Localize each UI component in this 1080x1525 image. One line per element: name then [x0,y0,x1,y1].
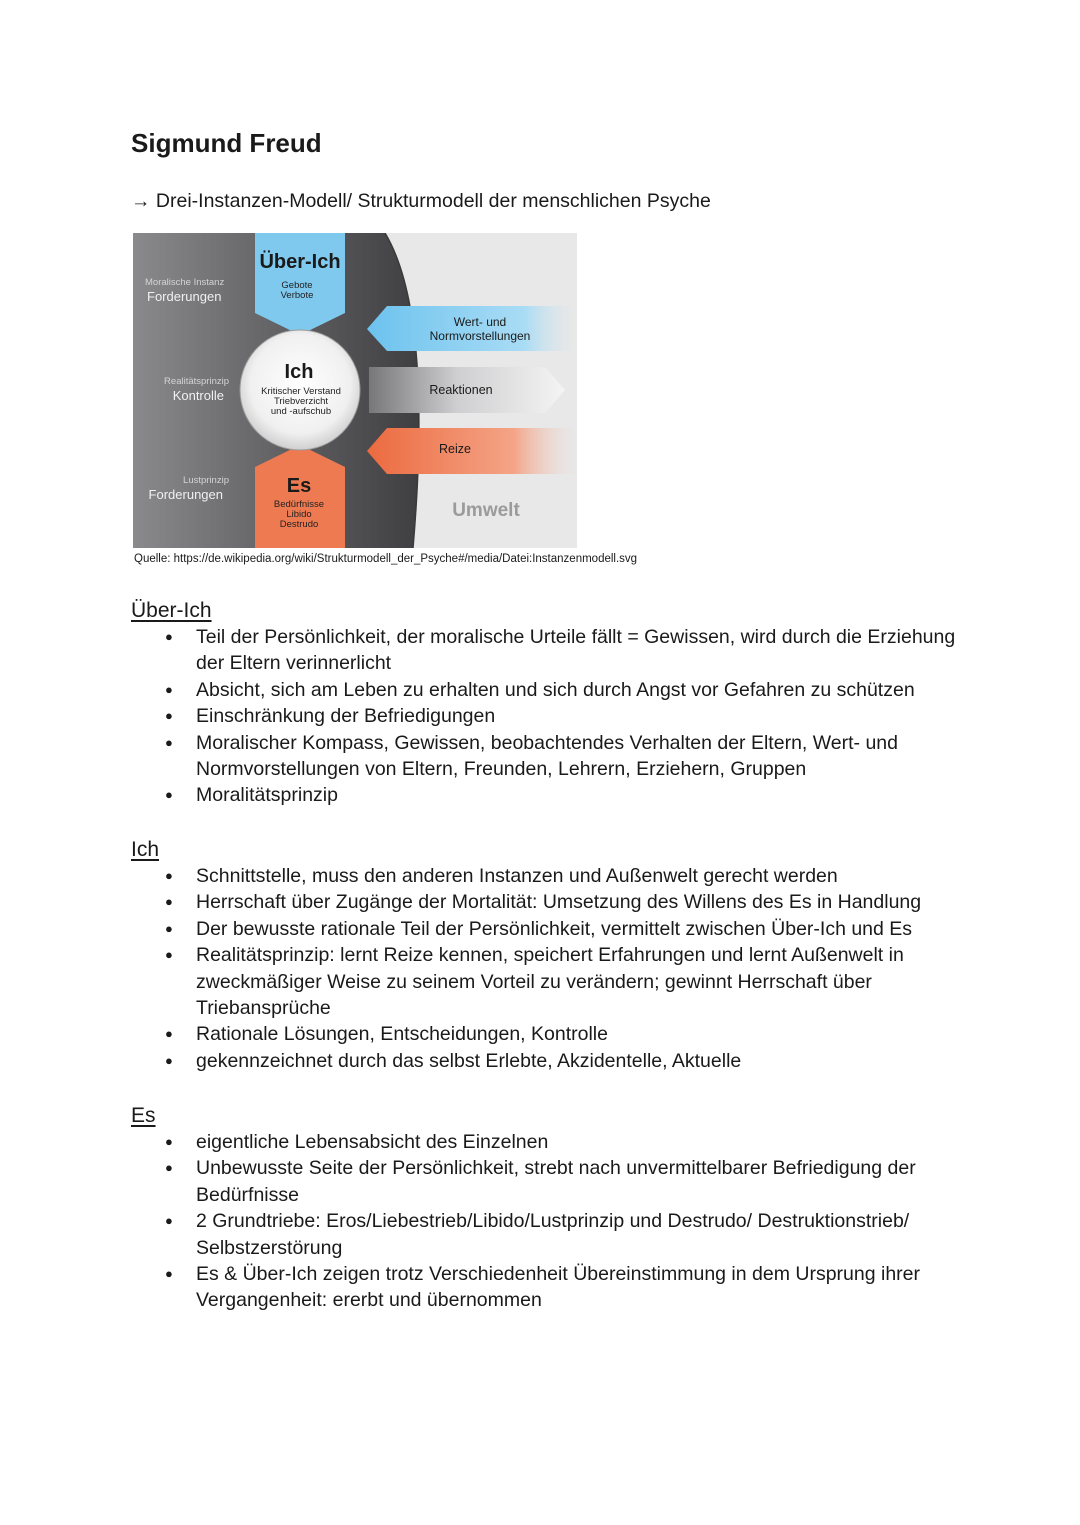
arrow-reize-label: Reize [439,442,471,456]
arrow-reaktionen-label: Reaktionen [429,383,493,397]
ueberich-line2: Verbote [280,290,314,301]
arrow-wert-line2: Normvorstellungen [429,329,531,343]
es-title: Es [286,475,312,497]
ueberich-title: Über-Ich [259,251,341,273]
page-subtitle: → Drei-Instanzen-Modell/ Strukturmodell der menschlichen Psyche [131,190,711,212]
list-item: ● Realitätsprinzip: lernt Reize kennen, speichert Erfahrungen und lernt Außenwelt in zweckmäßiger Weise zu seinem Vorteil zu verändern; gewinnt Herrschaft über Triebansprüche [131,942,961,1021]
section-ich [131,837,961,1074]
list-item: ● Einschränkung der Befriedigungen [131,703,961,729]
bullet-list-ueberich [131,624,961,809]
section-es [131,1103,961,1314]
instanzenmodell-figure [133,233,577,548]
arrow-wert-line1: Wert- und [453,315,507,329]
figure-source: Quelle: https://de.wikipedia.org/wiki/Strukturmodell_der_Psyche#/media/Datei:Instanzenmodell.svg [134,553,638,565]
list-item: ● Unbewusste Seite der Persönlichkeit, strebt nach unvermittelbarer Befriedigung der Bedürfnisse [131,1155,961,1208]
page-title: Sigmund Freud [131,128,322,158]
list-item: ● gekennzeichnet durch das selbst Erlebte, Akzidentelle, Aktuelle [131,1048,961,1074]
left-label-3-small: Lustprinzip [183,475,229,486]
left-label-1-big: Forderungen [147,289,222,304]
section-heading-ueberich: Über-Ich [131,599,212,622]
list-item: ● Moralischer Kompass, Gewissen, beobachtendes Verhalten der Eltern, Wert- und Normvorstellungen von Eltern, Freunden, Lehrern, Erziehern, Gruppen [131,730,961,783]
list-item: ● Absicht, sich am Leben zu erhalten und sich durch Angst vor Gefahren zu schützen [131,677,961,703]
section-ueberich [131,598,961,809]
ich-title: Ich [284,361,314,383]
arrow-reize [367,428,577,474]
left-label-2-small: Realitätsprinzip [164,376,229,387]
es-line2: Libido [286,509,312,520]
list-item: ● 2 Grundtriebe: Eros/Liebestrieb/Libido/Lustprinzip und Destrudo/ Destruktionstrieb/ Selbstzerstörung [131,1208,961,1261]
ueberich-line1: Gebote [281,280,313,291]
ich-line3: und -aufschub [270,406,332,417]
list-item: ● eigentliche Lebensabsicht des Einzelnen [131,1129,961,1155]
left-label-2-big: Kontrolle [172,388,224,403]
section-heading-ich: Ich [131,838,160,861]
ich-line2: Triebverzicht [273,396,329,407]
left-label-3-big: Forderungen [148,487,223,502]
ich-line1: Kritischer Verstand [261,386,341,397]
list-item: ● Herrschaft über Zugänge der Mortalität: Umsetzung des Willens des Es in Handlung [131,889,961,915]
list-item: ● Teil der Persönlichkeit, der moralische Urteile fällt = Gewissen, wird durch die Erziehung der Eltern verinnerlicht [131,624,961,677]
list-item: ● Der bewusste rationale Teil der Persönlichkeit, vermittelt zwischen Über-Ich und Es [131,916,961,942]
list-item: ● Es & Über-Ich zeigen trotz Verschiedenheit Übereinstimmung in dem Ursprung ihrer Vergangenheit: ererbt und übernommen [131,1261,961,1314]
list-item: ● Schnittstelle, muss den anderen Instanzen und Außenwelt gerecht werden [131,863,961,889]
list-item: ● Rationale Lösungen, Entscheidungen, Kontrolle [131,1021,961,1047]
section-heading-es: Es [131,1104,156,1127]
left-label-1-small: Moralische Instanz [145,277,225,288]
es-line1: Bedürfnisse [273,499,325,510]
bullet-list-ich [131,863,961,1074]
bullet-list-es [131,1129,961,1314]
list-item: ● Moralitätsprinzip [131,782,961,808]
es-line3: Destrudo [279,519,319,530]
umwelt-label: Umwelt [452,500,520,521]
